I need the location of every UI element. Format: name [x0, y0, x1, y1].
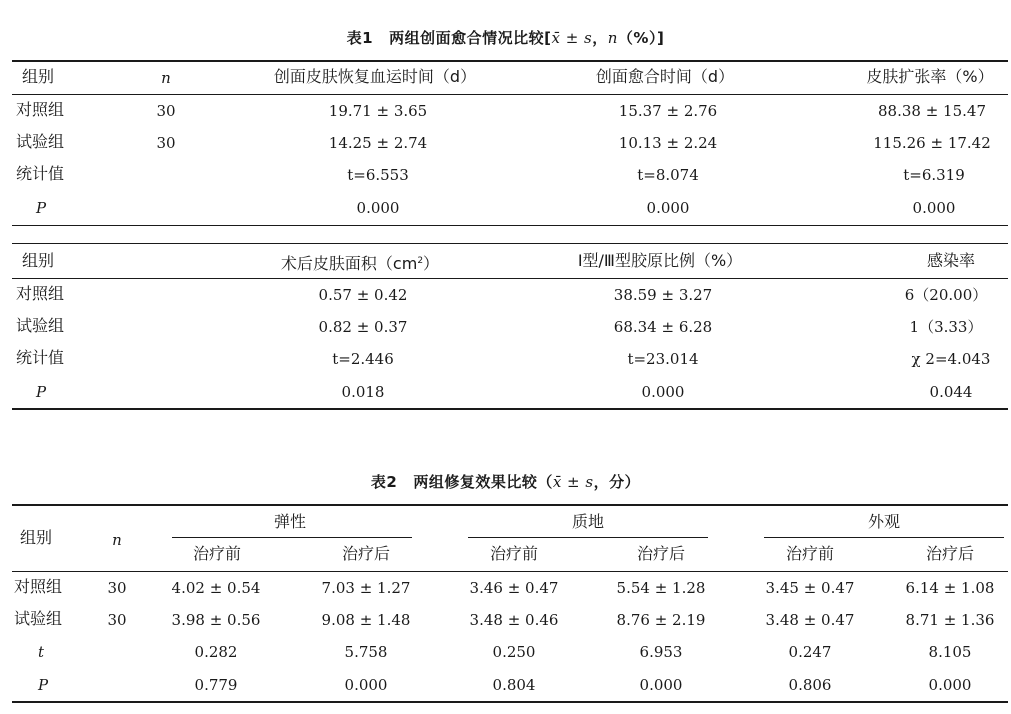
t1-header-expansion-rate: 皮肤扩张率（%） — [866, 67, 994, 86]
t2-header-appearance-before: 治疗前 — [785, 544, 835, 563]
table2-header-rule — [12, 571, 1008, 572]
t2-row1-col1: 4.02 ± 0.54 — [171, 579, 261, 597]
t2-row3-col6: 8.105 — [928, 643, 972, 661]
table1-bottom-rule — [12, 408, 1008, 410]
t1b-header-skin-area: 术后皮肤面积$(cm^2)$ — [280, 254, 440, 273]
t1b-row2-c3: 1（3.33） — [909, 318, 983, 336]
t1b-row4-c1: 0.018 — [341, 383, 385, 401]
t1-row1-c3: 88.38 ± 15.47 — [878, 102, 986, 120]
t2-row1-col6: 6.14 ± 1.08 — [905, 579, 995, 597]
t1b-row1-c3: 6（20.00） — [904, 286, 988, 304]
t2-row2-n: 30 — [107, 611, 127, 629]
t2-row4-col6: 0.000 — [928, 676, 972, 694]
t2-row1-col5: 3.45 ± 0.47 — [765, 579, 855, 597]
t1b-row3-c1: t=2.446 — [332, 350, 394, 368]
t1-row3-c3: t=6.319 — [903, 166, 965, 184]
table1-caption: 表1 两组创面愈合情况比较[x̄ ± s，n（%）] — [346, 29, 665, 47]
t2-row4-col5: 0.806 — [788, 676, 832, 694]
t1b-row4-c2: 0.000 — [641, 383, 685, 401]
table2-caption: 表2 两组修复效果比较（x̄ ± s，分） — [370, 473, 641, 491]
t1-header-healing-time: 创面愈合时间（d） — [595, 67, 735, 86]
t1b-row3-c3: χ 2=4.043 — [911, 350, 991, 368]
t2-row4-col2: 0.000 — [344, 676, 388, 694]
t1-row4-c1: 0.000 — [356, 199, 400, 217]
t1b-row4-group: P — [36, 383, 47, 401]
t1-row1-c1: 19.71 ± 3.65 — [328, 102, 428, 120]
t2-header-elasticity-after: 治疗后 — [341, 544, 391, 563]
table1-mid-rule-2 — [12, 243, 1008, 244]
t1-row4-c3: 0.000 — [912, 199, 956, 217]
t2-row1-col3: 3.46 ± 0.47 — [469, 579, 559, 597]
t1b-row3-c2: t=23.014 — [627, 350, 699, 368]
t1b-row1-c1: 0.57 ± 0.42 — [318, 286, 408, 304]
table1b-header-rule — [12, 278, 1008, 279]
table2-bottom-rule — [12, 701, 1008, 703]
table2-top-rule — [12, 504, 1008, 506]
t2-header-appearance-after: 治疗后 — [925, 544, 975, 563]
t2-row3-col4: 6.953 — [639, 643, 683, 661]
t2-row3-col5: 0.247 — [788, 643, 832, 661]
t2-row2-col2: 9.08 ± 1.48 — [321, 611, 411, 629]
t1-row2-c1: 14.25 ± 2.74 — [328, 134, 428, 152]
t2-header-appearance: 外观 — [867, 512, 901, 531]
t1b-header-infection-rate: 感染率 — [926, 251, 976, 270]
t1-row2-c3: 115.26 ± 17.42 — [873, 134, 991, 152]
t2-row3-col2: 5.758 — [344, 643, 388, 661]
t1-row2-n: 30 — [156, 134, 176, 152]
t2-header-n: n — [112, 531, 122, 549]
t2-texture-underline — [468, 537, 708, 538]
t2-elasticity-underline — [172, 537, 412, 538]
t1-row4-c2: 0.000 — [646, 199, 690, 217]
t2-row2-col6: 8.71 ± 1.36 — [905, 611, 995, 629]
table1-top-rule — [12, 60, 1008, 62]
t1b-row1-group: 对照组 — [16, 284, 65, 303]
t1b-row4-c3: 0.044 — [929, 383, 973, 401]
t1-row1-group: 对照组 — [16, 100, 65, 119]
t1b-header-collagen-ratio: Ⅰ型/Ⅲ型胶原比例（%） — [577, 251, 743, 270]
t1-header-n: n — [161, 69, 171, 87]
t2-header-elasticity-before: 治疗前 — [192, 544, 242, 563]
t2-row2-col3: 3.48 ± 0.46 — [469, 611, 559, 629]
t2-header-texture-before: 治疗前 — [489, 544, 539, 563]
t1-row1-n: 30 — [156, 102, 176, 120]
t2-header-texture-after: 治疗后 — [636, 544, 686, 563]
t1b-row2-group: 试验组 — [16, 316, 65, 335]
t1-row2-c2: 10.13 ± 2.24 — [618, 134, 718, 152]
t1-row4-group: P — [36, 199, 47, 217]
t1-row1-c2: 15.37 ± 2.76 — [618, 102, 718, 120]
t2-row2-group: 试验组 — [14, 609, 63, 628]
t1b-row3-group: 统计值 — [16, 348, 65, 367]
t2-appearance-underline — [764, 537, 1004, 538]
t1-header-group: 组别 — [22, 67, 55, 86]
t2-header-group: 组别 — [20, 528, 53, 547]
t1b-row1-c2: 38.59 ± 3.27 — [613, 286, 713, 304]
t1-row3-c2: t=8.074 — [637, 166, 699, 184]
t2-row4-group: P — [38, 676, 49, 694]
t1b-header-group: 组别 — [22, 251, 55, 270]
t2-row2-col4: 8.76 ± 2.19 — [616, 611, 706, 629]
t2-row2-col5: 3.48 ± 0.47 — [765, 611, 855, 629]
t2-header-texture: 质地 — [571, 512, 605, 531]
t2-row4-col1: 0.779 — [194, 676, 238, 694]
t2-row4-col4: 0.000 — [639, 676, 683, 694]
t1-row3-c1: t=6.553 — [347, 166, 409, 184]
t2-row2-col1: 3.98 ± 0.56 — [171, 611, 261, 629]
t2-row3-col1: 0.282 — [194, 643, 238, 661]
t1-row3-group: 统计值 — [16, 164, 65, 183]
t2-row1-n: 30 — [107, 579, 127, 597]
table1-mid-rule-1 — [12, 225, 1008, 226]
t2-header-elasticity: 弹性 — [273, 512, 307, 531]
t2-row4-col3: 0.804 — [492, 676, 536, 694]
t1-header-revascularization: 创面皮肤恢复血运时间（d） — [273, 67, 477, 86]
t2-row1-group: 对照组 — [14, 577, 63, 596]
t1b-row2-c2: 68.34 ± 6.28 — [613, 318, 713, 336]
table1-header-rule — [12, 94, 1008, 95]
t2-row3-group: t — [38, 643, 45, 661]
t2-row3-col3: 0.250 — [492, 643, 536, 661]
t2-row1-col4: 5.54 ± 1.28 — [616, 579, 706, 597]
t1-row2-group: 试验组 — [16, 132, 65, 151]
t2-row1-col2: 7.03 ± 1.27 — [321, 579, 411, 597]
t1b-row2-c1: 0.82 ± 0.37 — [318, 318, 408, 336]
